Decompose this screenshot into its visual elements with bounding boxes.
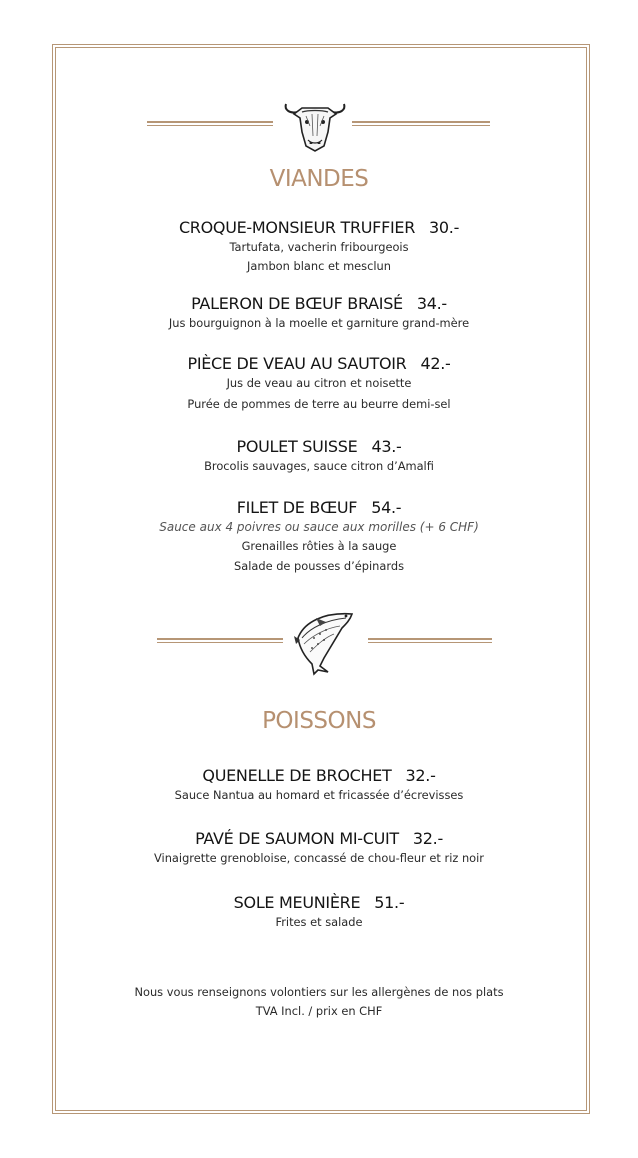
dish-poulet-suisse: [0, 437, 638, 476]
dish-description: Jus de veau au citron et noisette: [226, 376, 412, 390]
dish-price: 30.-: [429, 218, 460, 237]
dish-pave-de-saumon: [0, 829, 638, 868]
dish-description: Salade de pousses d’épinards: [233, 559, 405, 573]
dish-price: 32.-: [412, 829, 443, 848]
dish-price: 54.-: [371, 498, 402, 517]
bull-head-icon: [282, 96, 348, 154]
dish-name: QUENELLE DE BROCHET: [202, 766, 392, 785]
divider-right: [368, 638, 492, 643]
dish-name: PALERON DE BŒUF BRAISÉ: [191, 294, 403, 313]
dish-description: Frites et salade: [275, 915, 363, 929]
dish-description: Sauce Nantua au homard et fricassée d’écrevisses: [174, 788, 464, 802]
dish-name: POULET SUISSE: [236, 437, 358, 456]
dish-price: 32.-: [405, 766, 436, 785]
dish-name: FILET DE BŒUF: [236, 498, 358, 517]
dish-name: SOLE MEUNIÈRE: [233, 893, 361, 912]
allergen-note: [0, 983, 638, 1021]
dish-piece-de-veau: [0, 354, 638, 414]
dish-sole-meuniere: [0, 893, 638, 932]
dish-description: Jus bourguignon à la moelle et garniture grand-mère: [168, 316, 470, 330]
dish-sauce-option: Sauce aux 4 poivres ou sauce aux morilles (+ 6 CHF): [159, 520, 479, 534]
menu-frame-inner: [55, 47, 587, 1111]
allergen-text: Nous vous renseignons volontiers sur les allergènes de nos plats: [134, 985, 504, 999]
dish-description: Purée de pommes de terre au beurre demi-sel: [187, 397, 451, 411]
dish-name: PIÈCE DE VEAU AU SAUTOIR: [187, 354, 407, 373]
section-title-poissons: POISSONS: [262, 708, 376, 734]
dish-name: PAVÉ DE SAUMON MI-CUIT: [195, 829, 399, 848]
dish-description: Tartufata, vacherin fribourgeois: [229, 240, 409, 254]
dish-price: 43.-: [371, 437, 402, 456]
dish-quenelle-de-brochet: [0, 766, 638, 805]
dish-filet-de-boeuf: [0, 498, 638, 576]
dish-description: Brocolis sauvages, sauce citron d’Amalfi: [204, 459, 434, 473]
dish-description: Grenailles rôties à la sauge: [241, 539, 397, 553]
divider-right: [352, 121, 490, 126]
dish-description: Vinaigrette grenobloise, concassé de chou-fleur et riz noir: [154, 851, 484, 865]
dish-description: Jambon blanc et mesclun: [247, 259, 391, 273]
dish-price: 34.-: [416, 294, 447, 313]
fish-icon: [290, 608, 360, 676]
divider-left: [157, 638, 283, 643]
dish-price: 51.-: [374, 893, 405, 912]
dish-price: 42.-: [420, 354, 451, 373]
dish-croque-monsieur: [0, 218, 638, 276]
divider-left: [147, 121, 273, 126]
vat-text: TVA Incl. / prix en CHF: [255, 1004, 383, 1018]
dish-name: CROQUE-MONSIEUR TRUFFIER: [178, 218, 416, 237]
section-title-viandes: VIANDES: [269, 166, 369, 192]
dish-paleron: [0, 294, 638, 333]
